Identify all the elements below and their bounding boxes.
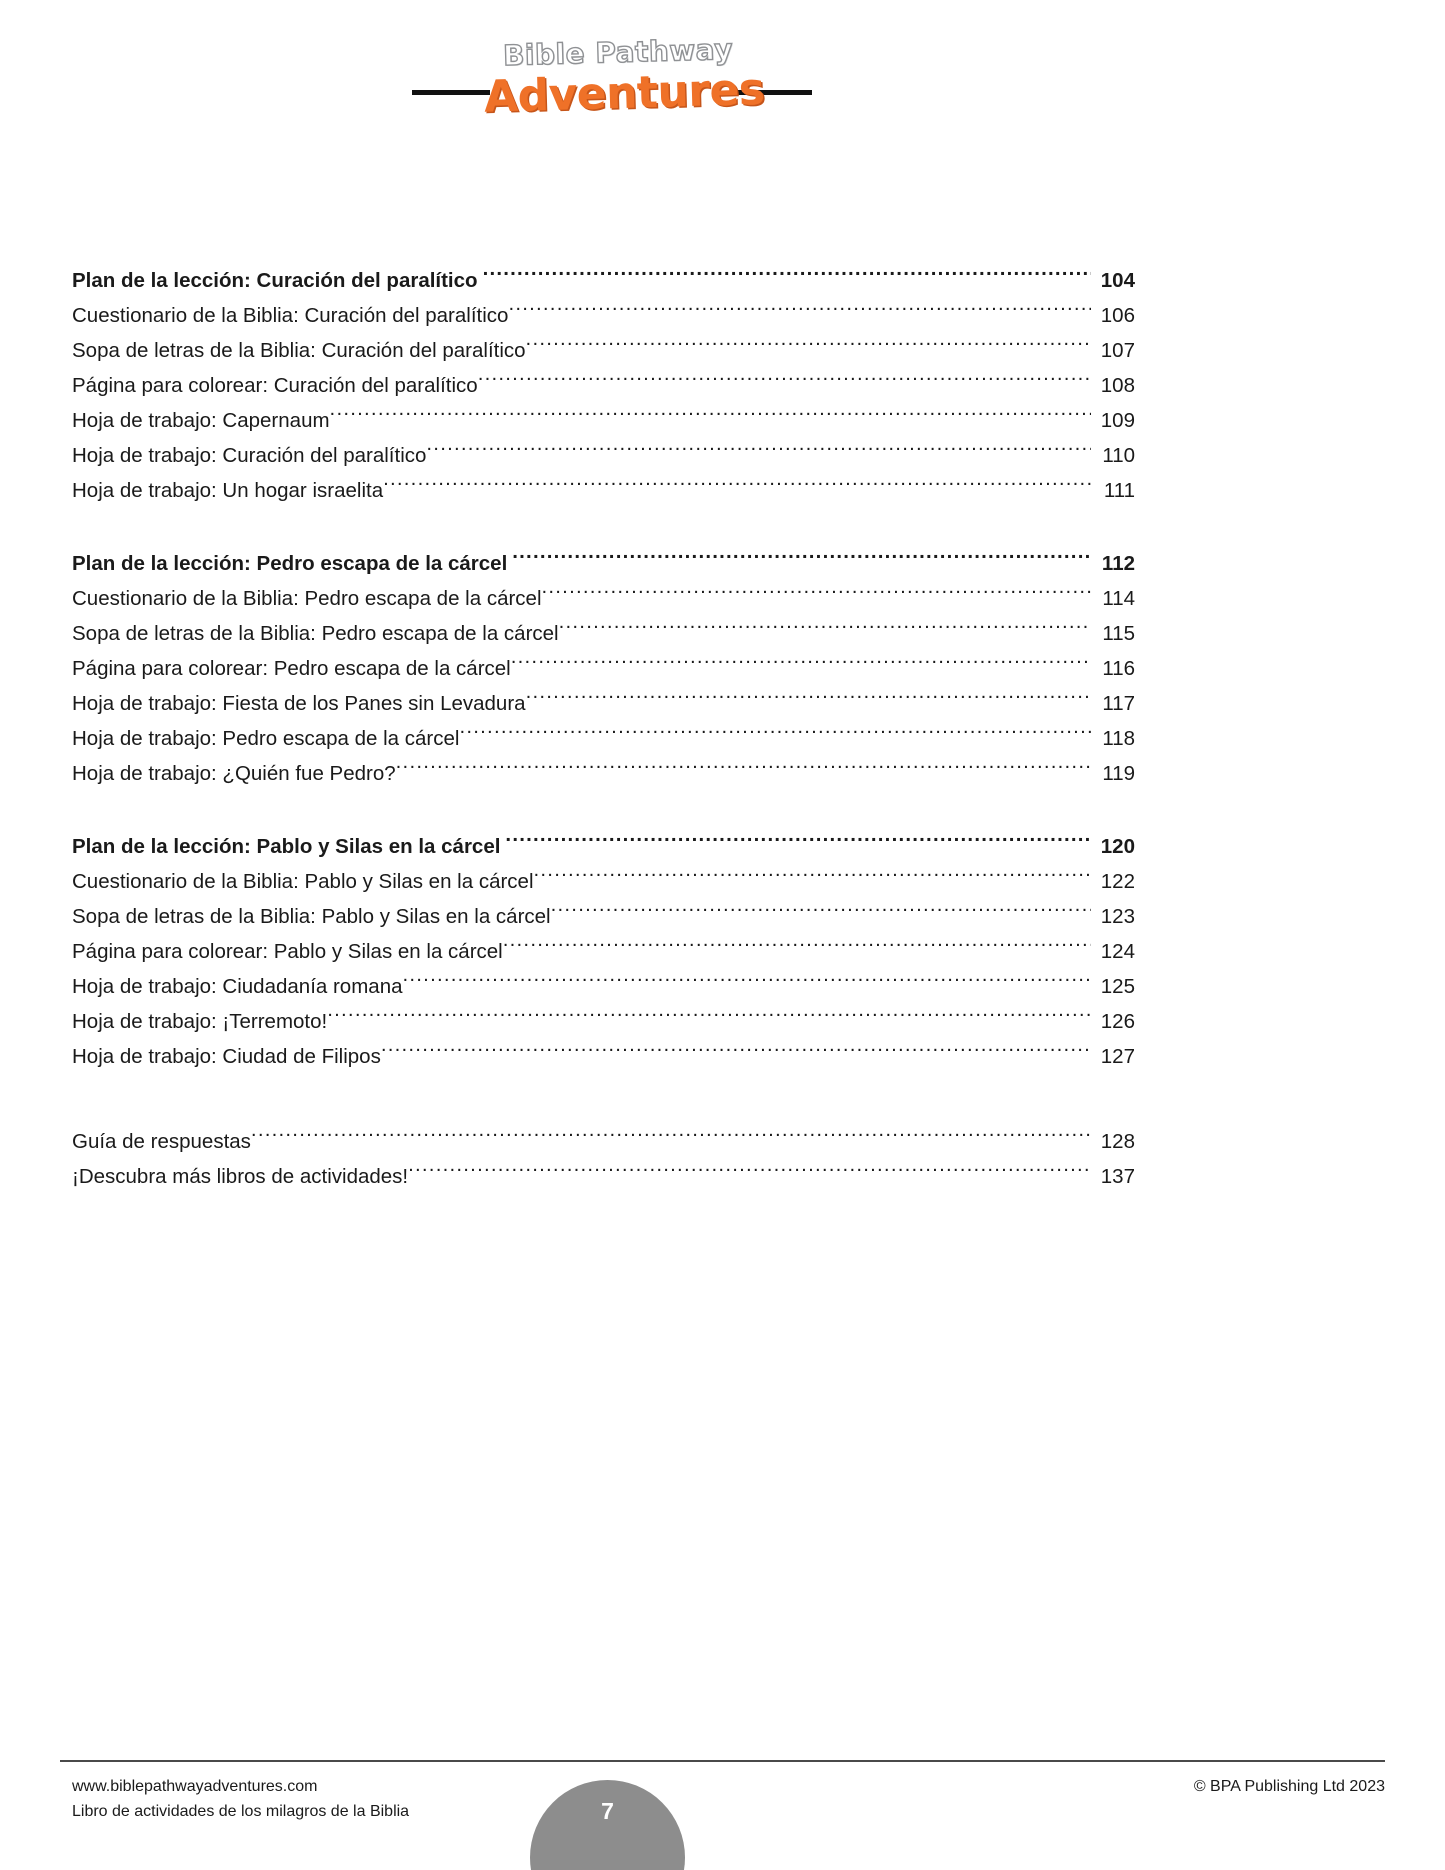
toc-leader-dots [511, 640, 1091, 675]
toc-leader-dots [381, 1028, 1091, 1063]
toc-entry-label: Cuestionario de la Biblia: Pedro escapa de la cárcel [72, 587, 542, 610]
toc-entry-page: 111 [1103, 479, 1135, 502]
toc-entry-page: 110 [1102, 444, 1135, 467]
page-header [0, 0, 1445, 150]
toc-entry-label: Hoja de trabajo: Un hogar israelita [72, 479, 384, 502]
toc-heading-page: 112 [1101, 552, 1135, 575]
toc-entry-label: Hoja de trabajo: ¿Quién fue Pedro? [72, 762, 396, 785]
footer-book-title: Libro de actividades de los milagros de la Biblia [72, 1803, 410, 1820]
toc-entry-page: 124 [1100, 940, 1135, 963]
toc-entry-label: Hoja de trabajo: ¡Terremoto! [72, 1010, 328, 1033]
toc-leader-dots [526, 675, 1091, 710]
toc-group [72, 535, 1135, 785]
toc-heading-page: 120 [1100, 835, 1135, 858]
toc-heading-page: 104 [1100, 269, 1135, 292]
toc-entry-page: 109 [1100, 409, 1135, 432]
brand-logo [412, 18, 812, 128]
footer-left-block [72, 1774, 409, 1824]
toc-entry-page: 119 [1102, 762, 1135, 785]
toc-leader-dots [508, 287, 1091, 322]
toc-entry-page: 118 [1102, 727, 1135, 750]
toc-leader-dots [426, 427, 1091, 462]
toc-entry-page: 116 [1102, 657, 1135, 680]
toc-entry[interactable] [72, 1113, 1135, 1153]
toc-entry-page: 115 [1102, 622, 1135, 645]
toc-heading-label: Plan de la lección: Curación del paralítico [72, 269, 478, 292]
toc-entry-page: 128 [1100, 1130, 1135, 1153]
toc-leader-dots [408, 1148, 1091, 1183]
toc-group [72, 818, 1135, 1068]
toc-entry-page: 108 [1100, 374, 1135, 397]
toc-leader-dots [512, 535, 1091, 570]
toc-leader-dots [330, 392, 1091, 427]
toc-entry-label: Sopa de letras de la Biblia: Pedro escapa de la cárcel [72, 622, 559, 645]
toc-leader-dots [542, 570, 1092, 605]
toc-entry-label: Hoja de trabajo: Ciudadanía romana [72, 975, 403, 998]
toc-section-heading[interactable] [72, 535, 1135, 575]
toc-leader-dots [327, 993, 1091, 1028]
toc-heading-label: Plan de la lección: Pedro escapa de la cárcel [72, 552, 508, 575]
toc-leader-dots [534, 853, 1091, 888]
logo-line-2: Adventures [483, 63, 766, 123]
toc-heading-label: Plan de la lección: Pablo y Silas en la cárcel [72, 835, 501, 858]
toc-entry-page: 117 [1102, 692, 1135, 715]
toc-entry-label: Hoja de trabajo: Ciudad de Filipos [72, 1045, 381, 1068]
toc-entry-label: Hoja de trabajo: Pedro escapa de la cárcel [72, 727, 460, 750]
toc-leader-dots [503, 923, 1091, 958]
footer-copyright: © BPA Publishing Ltd 2023 [1193, 1778, 1385, 1795]
toc-leader-dots [483, 252, 1091, 287]
toc-entry-label: Hoja de trabajo: Capernaum [72, 409, 330, 432]
toc-entry-page: 123 [1100, 905, 1135, 928]
toc-entry-page: 137 [1100, 1165, 1135, 1188]
toc-leader-dots [396, 745, 1091, 780]
logo-line-1: Bible Pathway [502, 32, 734, 73]
toc-entry-label: Sopa de letras de la Biblia: Pablo y Silas en la cárcel [72, 905, 551, 928]
toc-entry-page: 127 [1100, 1045, 1135, 1068]
toc-leader-dots [526, 322, 1091, 357]
toc-entry-label: Página para colorear: Pedro escapa de la cárcel [72, 657, 511, 680]
toc-extras [72, 1113, 1135, 1188]
footer-divider [60, 1760, 1385, 1762]
toc-entry-label: Cuestionario de la Biblia: Pablo y Silas en la cárcel [72, 870, 534, 893]
page-footer [0, 1768, 1445, 1870]
toc-leader-dots [251, 1113, 1091, 1148]
logo-rule-left-icon [412, 90, 490, 95]
toc-entry-label: Hoja de trabajo: Fiesta de los Panes sin Levadura [72, 692, 526, 715]
toc-entry-label: Sopa de letras de la Biblia: Curación del paralítico [72, 339, 526, 362]
toc-entry-label: Guía de respuestas [72, 1130, 251, 1153]
toc-leader-dots [403, 958, 1092, 993]
toc-leader-dots [478, 357, 1091, 392]
toc-entry-label: Página para colorear: Pablo y Silas en la cárcel [72, 940, 503, 963]
toc-entry-page: 107 [1100, 339, 1135, 362]
toc-section-heading[interactable] [72, 818, 1135, 858]
toc-entry-page: 114 [1102, 587, 1135, 610]
toc-entry-page: 106 [1100, 304, 1135, 327]
toc-section-heading[interactable] [72, 252, 1135, 292]
toc-entry-page: 126 [1100, 1010, 1135, 1033]
toc-group [72, 252, 1135, 502]
toc-entry-label: Página para colorear: Curación del paralítico [72, 374, 478, 397]
toc-entry-page: 125 [1100, 975, 1135, 998]
toc-leader-dots [383, 462, 1091, 497]
toc-entry-page: 122 [1100, 870, 1135, 893]
toc-leader-dots [459, 710, 1091, 745]
toc-leader-dots [551, 888, 1091, 923]
toc-leader-dots [559, 605, 1091, 640]
toc-entry-label: Hoja de trabajo: Curación del paralítico [72, 444, 427, 467]
toc-entry-label: ¡Descubra más libros de actividades! [72, 1165, 409, 1188]
page-number-badge: 7 [530, 1780, 685, 1870]
footer-website[interactable]: www.biblepathwayadventures.com [72, 1778, 318, 1795]
toc-leader-dots [505, 818, 1091, 853]
toc-entry-label: Cuestionario de la Biblia: Curación del paralítico [72, 304, 509, 327]
table-of-contents [72, 252, 1135, 1188]
